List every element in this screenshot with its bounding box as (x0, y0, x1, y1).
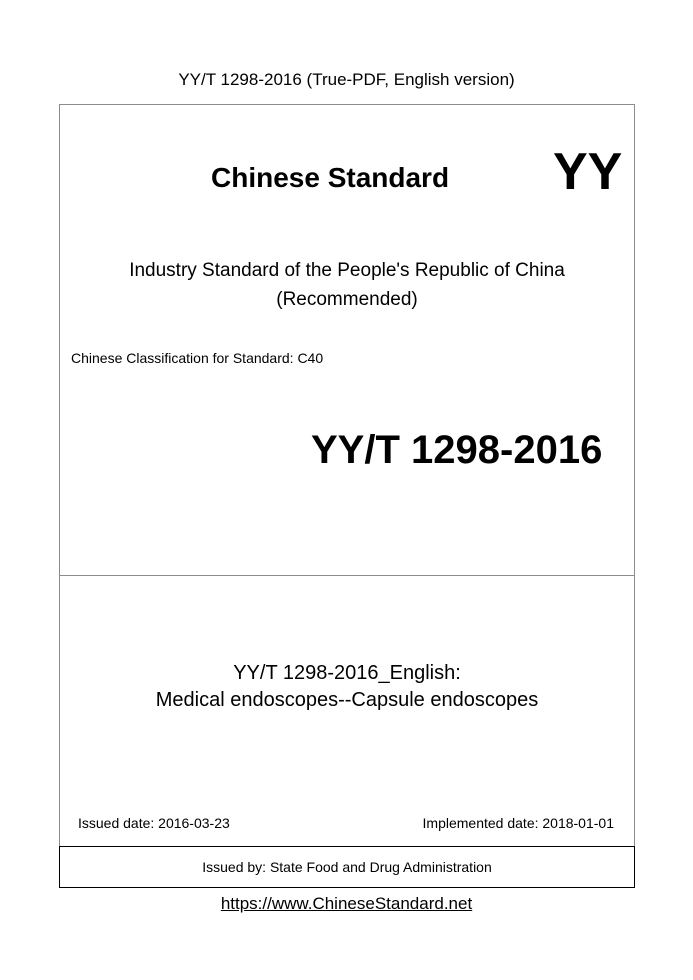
document-title-line-1: YY/T 1298-2016_English: (233, 662, 461, 684)
section-divider (60, 575, 634, 576)
cover-frame (59, 104, 635, 887)
standard-code-mark: YY (553, 143, 623, 201)
standard-number: YY/T 1298-2016 (311, 428, 603, 472)
document-header-title: YY/T 1298-2016 (True-PDF, English version) (178, 70, 515, 89)
document-title-line-2: Medical endoscopes--Capsule endoscopes (155, 689, 539, 711)
implemented-date: Implemented date: 2018-01-01 (422, 815, 614, 831)
website-link[interactable]: https://www.ChineseStandard.net (220, 894, 473, 913)
issuer-box (59, 846, 635, 888)
classification-text: Chinese Classification for Standard: C40 (71, 350, 324, 366)
recommended-label: (Recommended) (276, 289, 418, 310)
website-footer (0, 893, 693, 915)
issuer-text: Issued by: State Food and Drug Administration (202, 859, 492, 875)
cover-heading: Chinese Standard (211, 162, 450, 193)
industry-standard-line: Industry Standard of the People's Republic of China (129, 260, 565, 281)
issued-date: Issued date: 2016-03-23 (78, 815, 230, 831)
